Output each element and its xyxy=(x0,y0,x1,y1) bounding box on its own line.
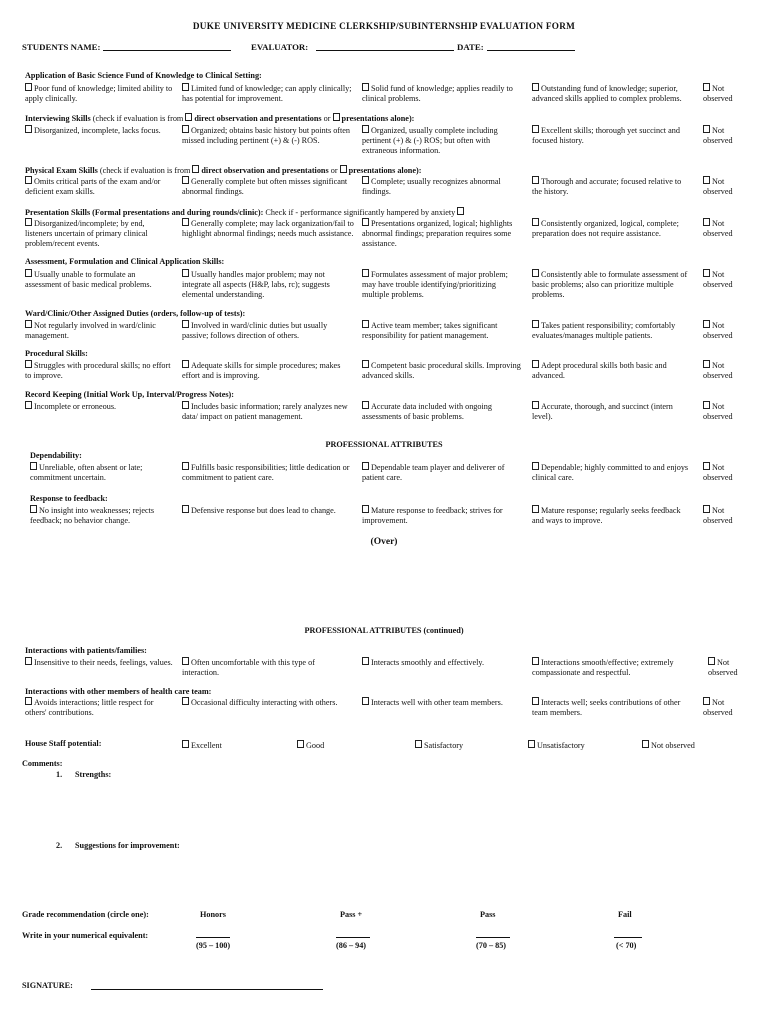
grade-range-honors: (95 – 100) xyxy=(196,941,231,950)
rating-option: Dependable; highly committed to and enjoys clinical care. xyxy=(532,463,689,482)
numerical-equivalent-label: Write in your numerical equivalent: xyxy=(22,931,149,940)
rating-option: Not observed xyxy=(703,84,733,103)
checkbox[interactable] xyxy=(182,657,189,665)
checkbox[interactable] xyxy=(703,320,710,328)
rating-option: Insensitive to their needs, feelings, values. xyxy=(25,657,173,668)
checkbox[interactable] xyxy=(333,113,340,121)
rating-option: Interacts smoothly and effectively. xyxy=(362,657,524,668)
rating-option: Presentations organized, logical; highlights abnormal findings; preparation requires some assistance. xyxy=(362,219,513,248)
checkbox[interactable] xyxy=(703,269,710,277)
rating-option: Generally complete; may lack organization/fail to highlight abnormal findings; needs much assistance. xyxy=(182,219,354,238)
checkbox[interactable] xyxy=(182,697,189,705)
checkbox[interactable] xyxy=(703,697,710,705)
checkbox[interactable] xyxy=(182,740,189,748)
house-staff-option-unsatisfactory: Unsatisfactory xyxy=(528,740,585,751)
rating-option: Dependable team player and deliverer of patient care. xyxy=(362,463,505,482)
checkbox[interactable] xyxy=(182,176,189,184)
house-staff-label: House Staff potential: xyxy=(25,739,102,748)
checkbox[interactable] xyxy=(532,657,539,665)
checkbox[interactable] xyxy=(703,218,710,226)
professional-attributes-title: PROFESSIONAL ATTRIBUTES xyxy=(325,440,443,449)
suggestions-label: Suggestions for improvement: xyxy=(75,841,180,850)
section-heading: Interactions with other members of health care team: xyxy=(25,687,212,696)
rating-option: Not regularly involved in ward/clinic management. xyxy=(25,321,156,340)
rating-option: Disorganized, incomplete, lacks focus. xyxy=(25,125,173,136)
house-staff-option-satisfactory: Satisfactory xyxy=(415,740,463,751)
checkbox[interactable] xyxy=(182,218,189,226)
section-heading: Response to feedback: xyxy=(30,494,108,503)
form-title: DUKE UNIVERSITY MEDICINE CLERKSHIP/SUBINTERNSHIP EVALUATION FORM xyxy=(192,21,576,31)
rating-option: Usually handles major problem; may not integrate all aspects (H&P, labs, rc); suggests elemental understanding. xyxy=(182,270,330,299)
suggestions-number: 2. xyxy=(56,841,63,850)
date-label: DATE: xyxy=(457,42,484,52)
rating-option: Struggles with procedural skills; no effort to improve. xyxy=(25,361,171,380)
over-label: (Over) xyxy=(370,537,398,547)
checkbox[interactable] xyxy=(25,697,32,705)
grade-option-honors[interactable]: Honors xyxy=(200,910,226,919)
signature-label: SIGNATURE: xyxy=(22,981,73,990)
rating-option: Interactions smooth/effective; extremely compassionate and respectful. xyxy=(532,658,674,677)
house-staff-option-excellent: Excellent xyxy=(182,740,222,751)
checkbox[interactable] xyxy=(362,505,369,513)
rating-option: Not observed xyxy=(703,463,733,482)
checkbox[interactable] xyxy=(25,176,32,184)
checkbox[interactable] xyxy=(703,401,710,409)
checkbox[interactable] xyxy=(25,83,32,91)
checkbox[interactable] xyxy=(362,360,369,368)
checkbox[interactable] xyxy=(362,176,369,184)
checkbox[interactable] xyxy=(362,125,369,133)
checkbox[interactable] xyxy=(182,320,189,328)
rating-option: Active team member; takes significant responsibility for patient management. xyxy=(362,321,498,340)
rating-option: Takes patient responsibility; comfortably evaluates/manages multiple patients. xyxy=(532,321,676,340)
section-heading: Physical Exam Skills (check if evaluation is from direct observation and presentations or presentations alone): xyxy=(25,166,422,175)
rating-option: Not observed xyxy=(703,321,733,340)
rating-option: Excellent skills; thorough yet succinct and focused history. xyxy=(532,126,680,145)
checkbox[interactable] xyxy=(340,165,347,173)
checkbox[interactable] xyxy=(362,657,369,665)
checkbox[interactable] xyxy=(532,218,539,226)
rating-option: Fulfills basic responsibilities; little dedication or commitment to patient care. xyxy=(182,463,350,482)
rating-option: Not observed xyxy=(708,658,738,677)
rating-option: Formulates assessment of major problem; may have trouble identifying/prioritizing multiple problems. xyxy=(362,270,508,299)
rating-option: Interacts well with other team members. xyxy=(362,697,524,708)
section-heading: Interactions with patients/families: xyxy=(25,646,147,655)
checkbox[interactable] xyxy=(25,360,32,368)
checkbox[interactable] xyxy=(532,176,539,184)
checkbox[interactable] xyxy=(532,125,539,133)
rating-option: Often uncomfortable with this type of interaction. xyxy=(182,658,315,677)
rating-option: Adequate skills for simple procedures; makes effort and is improving. xyxy=(182,361,341,380)
rating-option: Omits critical parts of the exam and/or deficient exam skills. xyxy=(25,177,161,196)
grade-range-pass: (70 – 85) xyxy=(476,941,507,950)
rating-option: Competent basic procedural skills. Improving advanced skills. xyxy=(362,361,521,380)
rating-option: Not observed xyxy=(703,402,733,421)
grade-option-fail[interactable]: Fail xyxy=(618,910,632,919)
rating-option: Not observed xyxy=(703,506,733,525)
rating-option: Includes basic information; rarely analyzes new data/ impact on patient management. xyxy=(182,402,348,421)
section-heading: Dependability: xyxy=(30,451,82,460)
checkbox[interactable] xyxy=(532,269,539,277)
rating-option: Not observed xyxy=(703,270,733,289)
rating-option: Adept procedural skills both basic and advanced. xyxy=(532,361,667,380)
rating-option: Not observed xyxy=(703,126,733,145)
checkbox[interactable] xyxy=(182,505,189,513)
checkbox[interactable] xyxy=(703,462,710,470)
checkbox[interactable] xyxy=(182,401,189,409)
rating-option: No insight into weaknesses; rejects feedback; no behavior change. xyxy=(30,506,155,525)
checkbox[interactable] xyxy=(532,505,539,513)
checkbox[interactable] xyxy=(703,176,710,184)
rating-option: Involved in ward/clinic duties but usually passive; follows direction of others. xyxy=(182,321,328,340)
checkbox[interactable] xyxy=(532,462,539,470)
section-heading: Application of Basic Science Fund of Knowledge to Clinical Setting: xyxy=(25,71,262,80)
checkbox[interactable] xyxy=(532,83,539,91)
checkbox[interactable] xyxy=(362,697,369,705)
rating-option: Consistently able to formulate assessment of basic problems; also can prioritize multiple problems. xyxy=(532,270,688,299)
grade-range-fail: (< 70) xyxy=(616,941,637,950)
rating-option: Poor fund of knowledge; limited ability to apply clinically. xyxy=(25,84,173,103)
suggestions-field[interactable] xyxy=(75,853,735,903)
checkbox[interactable] xyxy=(362,83,369,91)
checkbox[interactable] xyxy=(182,269,189,277)
checkbox[interactable] xyxy=(192,165,199,173)
comments-label: Comments: xyxy=(22,759,63,768)
grade-option-pass-plus[interactable]: Pass + xyxy=(340,910,363,919)
checkbox[interactable] xyxy=(703,125,710,133)
rating-option: Avoids interactions; little respect for others' contributions. xyxy=(25,698,154,717)
checkbox[interactable] xyxy=(30,505,37,513)
numerical-field-pass-plus[interactable] xyxy=(336,928,370,938)
evaluator-label: EVALUATOR: xyxy=(251,42,309,52)
rating-option: Solid fund of knowledge; applies readily to clinical problems. xyxy=(362,84,513,103)
checkbox[interactable] xyxy=(182,360,189,368)
professional-attributes-continued-title: PROFESSIONAL ATTRIBUTES (continued) xyxy=(304,626,464,635)
checkbox[interactable] xyxy=(708,657,715,665)
checkbox[interactable] xyxy=(532,401,539,409)
rating-option: Organized; obtains basic history but points often missed including pertinent (+) & (-) ROS. xyxy=(182,126,351,145)
section-heading: Procedural Skills: xyxy=(25,349,88,358)
section-heading: Ward/Clinic/Other Assigned Duties (orders, follow-up of tests): xyxy=(25,309,246,318)
checkbox[interactable] xyxy=(642,740,649,748)
checkbox[interactable] xyxy=(25,657,32,665)
checkbox[interactable] xyxy=(30,462,37,470)
rating-option: Accurate, thorough, and succinct (intern level). xyxy=(532,402,673,421)
checkbox[interactable] xyxy=(362,218,369,226)
rating-option: Incomplete or erroneous. xyxy=(25,401,173,412)
checkbox[interactable] xyxy=(532,360,539,368)
checkbox[interactable] xyxy=(25,320,32,328)
student-name-label: STUDENTS NAME: xyxy=(22,42,101,52)
checkbox[interactable] xyxy=(182,83,189,91)
checkbox[interactable] xyxy=(703,505,710,513)
checkbox[interactable] xyxy=(25,269,32,277)
checkbox[interactable] xyxy=(182,125,189,133)
house-staff-option-not-observed: Not observed xyxy=(642,740,695,751)
rating-option: Thorough and accurate; focused relative to the history. xyxy=(532,177,682,196)
rating-option: Unreliable, often absent or late; commitment uncertain. xyxy=(30,463,143,482)
numerical-field-honors[interactable] xyxy=(196,928,230,938)
checkbox[interactable] xyxy=(25,125,32,133)
date-field[interactable] xyxy=(487,41,575,51)
rating-option: Not observed xyxy=(703,219,733,238)
numerical-field-fail[interactable] xyxy=(614,928,642,938)
checkbox[interactable] xyxy=(532,320,539,328)
rating-option: Not observed xyxy=(703,698,733,717)
section-heading: Interviewing Skills (check if evaluation is from direct observation and presentations or presentations alone): xyxy=(25,114,415,123)
checkbox[interactable] xyxy=(362,462,369,470)
rating-option: Organized, usually complete including pertinent (+) & (-) ROS; but often with extraneous information. xyxy=(362,126,498,155)
strengths-number: 1. xyxy=(56,770,63,779)
student-name-field[interactable] xyxy=(103,41,231,51)
checkbox[interactable] xyxy=(362,401,369,409)
checkbox[interactable] xyxy=(185,113,192,121)
section-heading: Assessment, Formulation and Clinical Application Skills: xyxy=(25,257,225,266)
checkbox[interactable] xyxy=(362,320,369,328)
house-staff-option-good: Good xyxy=(297,740,324,751)
grade-label: Grade recommendation (circle one): xyxy=(22,910,149,919)
checkbox[interactable] xyxy=(703,83,710,91)
checkbox[interactable] xyxy=(457,207,464,215)
checkbox[interactable] xyxy=(25,218,32,226)
rating-option: Usually unable to formulate an assessment of basic medical problems. xyxy=(25,270,152,289)
rating-option: Complete; usually recognizes abnormal findings. xyxy=(362,177,501,196)
rating-option: Interacts well; seeks contributions of other team members. xyxy=(532,698,681,717)
rating-option: Disorganized/incomplete; by end, listeners uncertain of primary clinical problem/recent events. xyxy=(25,219,148,248)
checkbox[interactable] xyxy=(182,462,189,470)
rating-option: Generally complete but often misses significant abnormal findings. xyxy=(182,177,348,196)
checkbox[interactable] xyxy=(297,740,304,748)
grade-range-pass-plus: (86 – 94) xyxy=(336,941,367,950)
strengths-label: Strengths: xyxy=(75,770,112,779)
rating-option: Accurate data included with ongoing assessments of basic problems. xyxy=(362,402,492,421)
rating-option: Limited fund of knowledge; can apply clinically; has potential for improvement. xyxy=(182,84,352,103)
checkbox[interactable] xyxy=(362,269,369,277)
checkbox[interactable] xyxy=(528,740,535,748)
rating-option: Not observed xyxy=(703,361,733,380)
section-heading: Record Keeping (Initial Work Up, Interval/Progress Notes): xyxy=(25,390,234,399)
rating-option: Outstanding fund of knowledge; superior, advanced skills applied to complex problems. xyxy=(532,84,682,103)
numerical-field-pass[interactable] xyxy=(476,928,510,938)
rating-option: Mature response to feedback; strives for improvement. xyxy=(362,506,503,525)
rating-option: Not observed xyxy=(703,177,733,196)
rating-option: Occasional difficulty interacting with others. xyxy=(182,697,354,708)
checkbox[interactable] xyxy=(25,401,32,409)
rating-option: Consistently organized, logical, complete; preparation does not require assistance. xyxy=(532,219,679,238)
grade-option-pass[interactable]: Pass xyxy=(480,910,496,919)
strengths-field[interactable] xyxy=(75,782,735,832)
evaluator-field[interactable] xyxy=(316,41,454,51)
signature-field[interactable] xyxy=(91,980,323,990)
section-heading: Presentation Skills (Formal presentations and during rounds/clinic): Check if - performance significantly hampered by anxiety xyxy=(25,207,466,218)
checkbox[interactable] xyxy=(415,740,422,748)
rating-option: Mature response; regularly seeks feedback and ways to improve. xyxy=(532,506,681,525)
checkbox[interactable] xyxy=(532,697,539,705)
checkbox[interactable] xyxy=(703,360,710,368)
rating-option: Defensive response but does lead to change. xyxy=(182,505,354,516)
